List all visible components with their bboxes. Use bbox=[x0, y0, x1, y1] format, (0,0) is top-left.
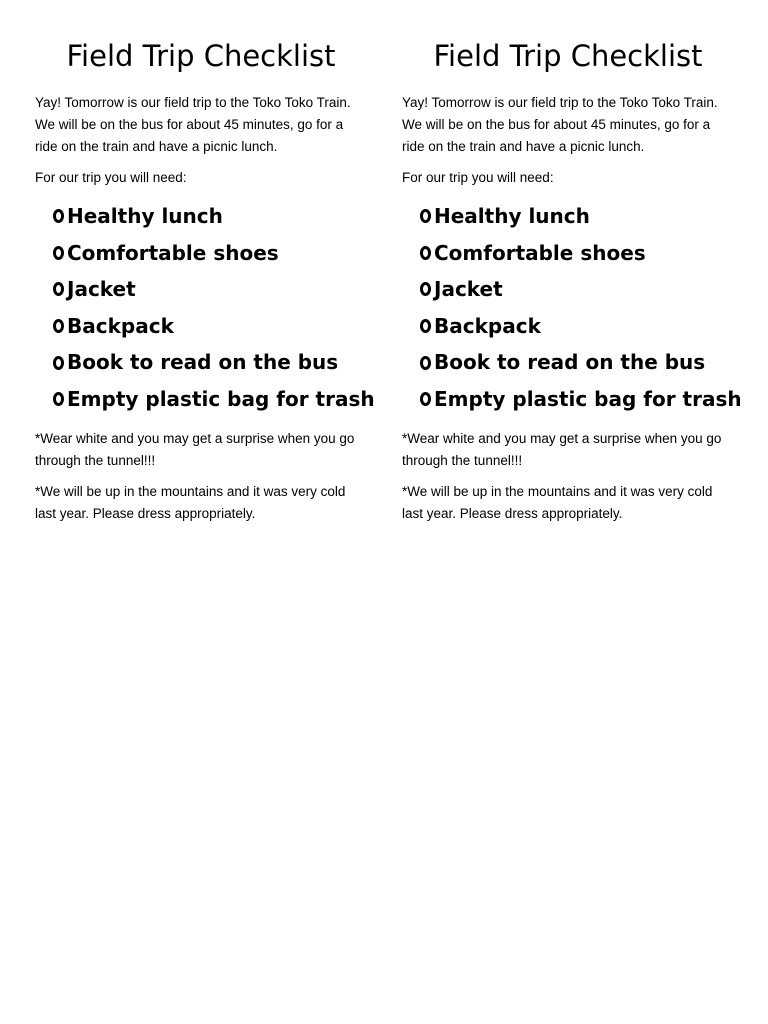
checkbox-circle-icon[interactable] bbox=[420, 356, 431, 370]
checklist bbox=[35, 198, 375, 418]
checklist-item-label: Jacket bbox=[67, 277, 136, 302]
checklist-item[interactable] bbox=[53, 344, 367, 381]
intro-paragraph: Yay! Tomorrow is our field trip to the Toko Toko Train. We will be on the bus for about 45 minutes, go for a ride on the train and have a picnic lunch. bbox=[402, 95, 718, 154]
checkbox-circle-icon[interactable] bbox=[53, 319, 64, 333]
checklist-item[interactable] bbox=[53, 198, 367, 235]
note-dress-warm: *We will be up in the mountains and it was very cold last year. Please dress appropriately. bbox=[35, 483, 346, 521]
flyer-title: Field Trip Checklist bbox=[66, 39, 336, 73]
checklist-item-label: Jacket bbox=[434, 277, 503, 302]
intro-paragraph: Yay! Tomorrow is our field trip to the Toko Toko Train. We will be on the bus for about 45 minutes, go for a ride on the train and have a picnic lunch. bbox=[35, 95, 351, 154]
checkbox-circle-icon[interactable] bbox=[420, 319, 431, 333]
checklist-item-label: Healthy lunch bbox=[67, 204, 223, 228]
checkbox-circle-icon[interactable] bbox=[53, 392, 64, 406]
checklist-item-label: Backpack bbox=[67, 313, 174, 338]
checkbox-circle-icon[interactable] bbox=[420, 392, 431, 406]
flyer-left bbox=[35, 0, 375, 525]
checkbox-circle-icon[interactable] bbox=[53, 209, 64, 223]
checklist bbox=[402, 198, 742, 418]
note-wear-white: *Wear white and you may get a surprise when you go through the tunnel!!! bbox=[35, 430, 355, 468]
checklist-item[interactable] bbox=[420, 235, 734, 272]
checkbox-circle-icon[interactable] bbox=[53, 246, 64, 260]
flyer-title: Field Trip Checklist bbox=[433, 39, 703, 73]
checklist-item-label: Healthy lunch bbox=[434, 204, 590, 228]
checklist-item[interactable] bbox=[53, 308, 367, 345]
checklist-item-label: Book to read on the bus bbox=[67, 350, 339, 375]
checklist-item[interactable] bbox=[53, 381, 375, 418]
checkbox-circle-icon[interactable] bbox=[420, 209, 431, 223]
note-wear-white: *Wear white and you may get a surprise when you go through the tunnel!!! bbox=[402, 430, 722, 468]
note-dress-warm: *We will be up in the mountains and it was very cold last year. Please dress appropriately. bbox=[402, 483, 713, 521]
checklist-item[interactable] bbox=[53, 271, 367, 308]
checklist-item-label: Comfortable shoes bbox=[67, 240, 279, 265]
checklist-item[interactable] bbox=[420, 381, 742, 418]
need-label: For our trip you will need: bbox=[402, 170, 554, 185]
checklist-item-label: Comfortable shoes bbox=[434, 240, 646, 265]
checkbox-circle-icon[interactable] bbox=[53, 356, 64, 370]
checklist-item[interactable] bbox=[420, 271, 734, 308]
need-label: For our trip you will need: bbox=[35, 170, 187, 185]
checkbox-circle-icon[interactable] bbox=[420, 282, 431, 296]
checklist-item-label: Book to read on the bus bbox=[434, 350, 706, 375]
checklist-item[interactable] bbox=[420, 344, 734, 381]
checklist-item-label: Empty plastic bag for trash bbox=[434, 386, 742, 411]
checklist-item-label: Empty plastic bag for trash bbox=[67, 386, 375, 411]
checklist-item-label: Backpack bbox=[434, 313, 541, 338]
checklist-item[interactable] bbox=[420, 308, 734, 345]
checklist-item[interactable] bbox=[53, 235, 367, 272]
flyer-right bbox=[402, 0, 742, 525]
checklist-item[interactable] bbox=[420, 198, 734, 235]
checkbox-circle-icon[interactable] bbox=[420, 246, 431, 260]
checkbox-circle-icon[interactable] bbox=[53, 282, 64, 296]
